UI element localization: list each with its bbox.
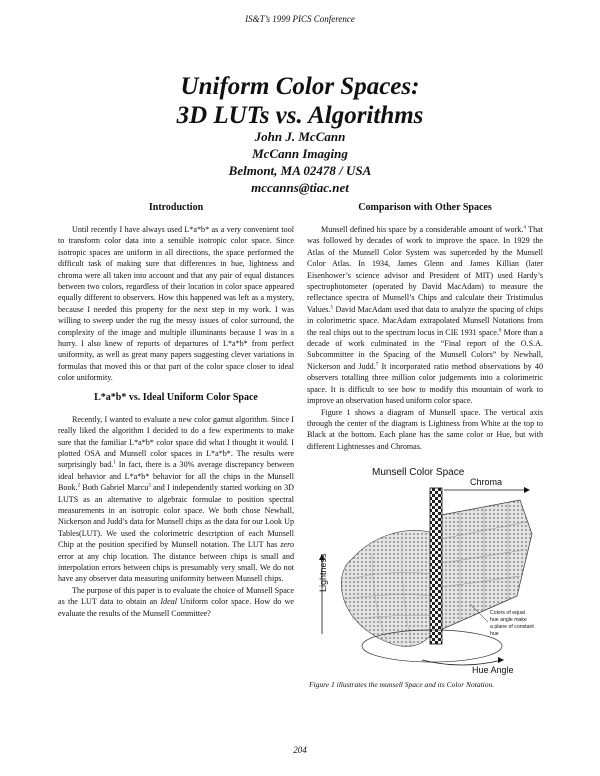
author-address: Belmont, MA 02478 / USA <box>228 163 372 178</box>
lightness-label: Lightness <box>318 553 328 592</box>
author-email: mccanns@tiac.net <box>251 180 349 195</box>
footnote-ref: 3 <box>148 483 151 489</box>
lab-paragraph-1: Recently, I wanted to evaluate a new color gamut algorithm. Since I really liked the algorithm I decided to do a few experiments to make sure that the familiar L*a*b* color space did what I thought it would. I plotted OSA and Munsell color spaces in L*a*b*. The results were surprisingly bad.$^1$ In fact, there is a 30% average discrepancy between ideal behavior and L*a*b* behavior for all the chips in the Munsell Book.$^2$ Both Gabriel Marcu$^3$ and I independently started working on 3D LUTS as an alternative to algebraic formulae to position spectral measurements in an isotropic color space. We both chose Newhall, Nickerson and Judd’s data for Munsell chips as the data for our Look Up Tables(LUT). We used the colorimetric description of each Munsell Chip at the position specified by Munsell notation. The LUT has zero error at any chip location. The distance between chips is small and interpolation errors between chips is presumably very small. We do not have any observer data measuring uniformity between Munsell chips. <box>58 414 294 584</box>
title-line-1: Uniform Color Spaces: <box>180 73 420 100</box>
title-line-2: 3D LUTs vs. Algorithms <box>176 102 424 129</box>
introduction-paragraph: Until recently I have always used L*a*b* as a very convenient tool to transform color data into a sensible isotropic color space. Since isotropic spaces are uniform in all directions, the space performed the difficult task of making sure that differences in hue, lightness and chroma were all taken into account and that any pair of equal distances between two colors, regardless of their location in color space appeared equally different to observers. How this happened was left as a mystery, because I needed this property for the next step in my work. I was willing to sweep under the rug the messy issues of color surround, the complexity of the image and multiple illuminants because I was in a hurry. I also knew of reports of departures of L*a*b* from perfect uniformity, as well as great many papers suggesting clever variations in formulas that moved this or that part of the color space closer to ideal color uniformity. <box>58 225 294 383</box>
figure-caption: Figure 1 illustrates the munsell Space and its Color Notation. <box>309 680 495 689</box>
figure-note-line: a plane of constant <box>490 624 534 630</box>
introduction-heading: Introduction <box>148 202 204 213</box>
chroma-label: Chroma <box>470 477 503 487</box>
author-organization: McCann Imaging <box>252 146 348 161</box>
footnote-ref: 1 <box>113 460 116 466</box>
footnote-ref: 2 <box>77 483 81 489</box>
munsell-diagram <box>312 464 542 676</box>
paper-title <box>0 72 600 130</box>
figure-note-line: Colors of equal <box>490 610 525 616</box>
figure-note-line: hue angle make <box>490 617 527 623</box>
lab-paragraph-2: The purpose of this paper is to evaluate the choice of Munsell Space as the LUT data to obtain an Ideal Uniform color space. How do we evaluate the results of the Munsell Committee? <box>58 585 294 618</box>
figure-note-line: hue <box>490 631 499 637</box>
running-header: IS&T’s 1999 PICS Conference <box>245 14 355 24</box>
figure-title: Munsell Color Space <box>372 467 465 478</box>
comparison-paragraph-1: Munsell defined his space by a considerable amount of work.$^4$ That was followed by decades of work to improve the space. In 1929 the Atlas of the Munsell Color System was superceded by the Munsell Color Atlas. In 1934, James Glenn and James Killian (later Eisenhower’s science advisor and President of MIT) used Hardy’s spectrophotometer (operated by David MacAdam) to measure the reflectance spectra of Munsell’s Chips and calculate their Tristimulus Values.$^5$ David MacAdam used that data to analyze the spacing of chips in colorimetric space. MacAdam extrapolated Munsell Notations from the real chips out to the spectrum locus in CIE 1931 space.$^6$ More than a decade of work culminated in the “Final report of the O.S.A. Subcommittee in the Spacing of the Munsell Colors” by Newhall, Nickerson and Judd.$^7$ It incorporated ratio method observations by 40 observers totalling three million color judgements into a colorimetric space. It is difficult to see how to modify this mountain of work to improve an observation based uniform color space. <box>307 225 543 406</box>
munsell-figure <box>312 464 542 676</box>
author-name: John J. McCann <box>254 129 346 144</box>
comparison-heading: Comparison with Other Spaces <box>358 202 492 213</box>
author-block <box>0 128 600 196</box>
left-column <box>58 202 294 619</box>
hue-angle-label: Hue Angle <box>472 665 514 675</box>
footnote-ref: 7 <box>375 362 379 368</box>
right-column <box>307 202 543 452</box>
page-number: 204 <box>293 745 307 755</box>
footnote-ref: 4 <box>523 225 526 231</box>
lab-section-heading: L*a*b* vs. Ideal Uniform Color Space <box>94 391 258 403</box>
footnote-ref: 5 <box>330 305 334 311</box>
footnote-ref: 6 <box>498 327 502 333</box>
comparison-paragraph-2: Figure 1 shows a diagram of Munsell space. The vertical axis through the center of the diagram is Lightness from White at the top to Black at the bottom. Each plane has the same color or Hue, but with different Lightnesses and Chromas. <box>307 407 543 451</box>
